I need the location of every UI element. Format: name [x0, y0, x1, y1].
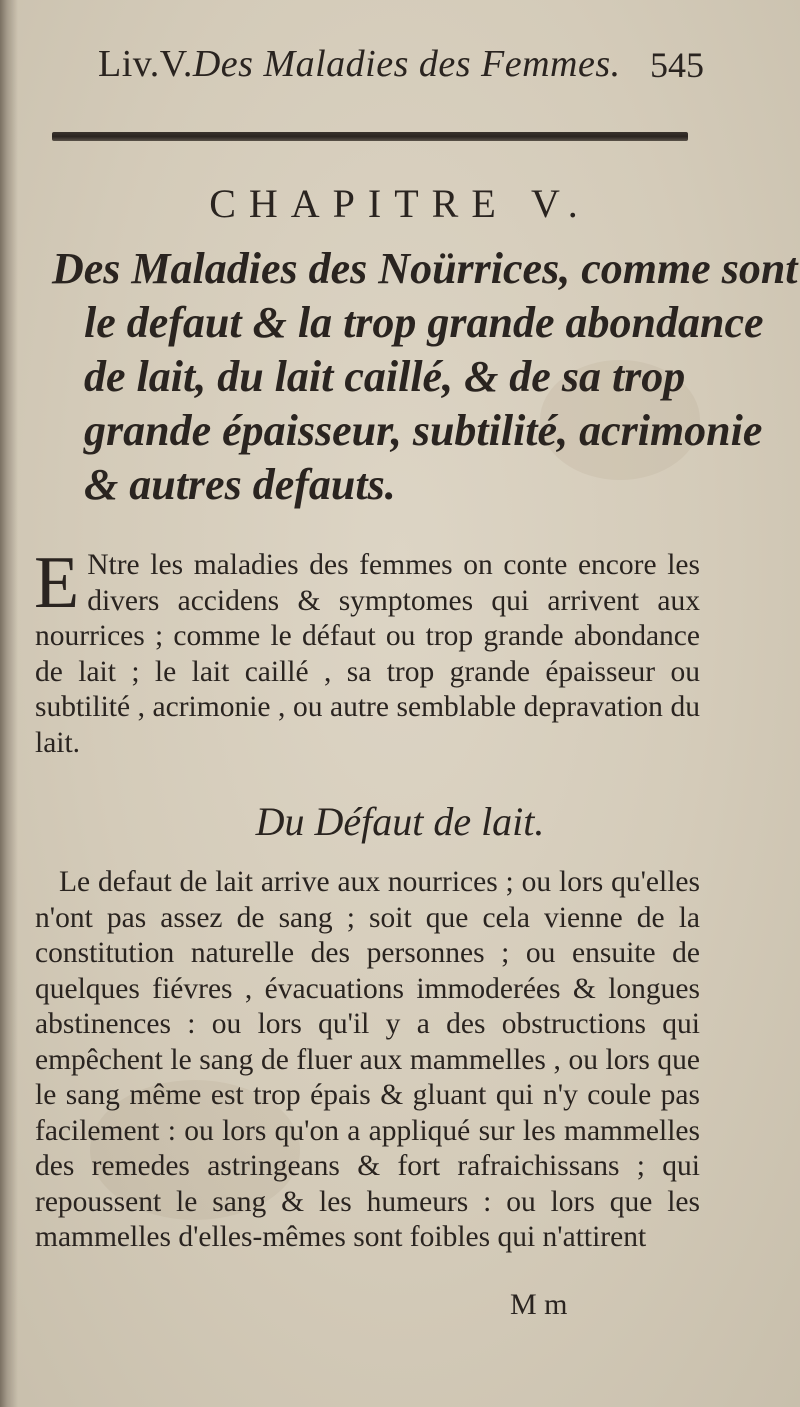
chapter-title-line: le defaut & la trop grande abondance: [84, 298, 764, 347]
chapter-title: [52, 242, 798, 512]
section-paragraph: Le defaut de lait arrive aux nourrices ; ou lors qu'elles n'ont pas assez de sang ; soit que cela vienne de la constitution naturelle des personnes ; ou ensuite de quelques fiévres , évacuations immoderées & longues abstinences : ou lors qu'il y a des obstructions qui empêchent le sang de fluer aux mammelles , ou lors que le sang même est trop épais & gluant qui n'y coule pas facilement : ou lors qu'on a appliqué sur les mammelles des remedes astringeans & fort rafraichissans ; qui repoussent le sang & les humeurs : ou lors que les mammelles d'elles-mêmes sont foibles qui n'attirent: [35, 866, 700, 1253]
header-rule: [52, 132, 688, 141]
page-number: 545: [650, 45, 704, 85]
drop-cap: E: [34, 542, 80, 624]
intro-paragraph: [34, 542, 700, 761]
chapter-title-line: de lait, du lait caillé, & de sa trop: [84, 352, 686, 401]
section-heading: Du Défaut de lait.: [255, 799, 545, 844]
running-head-title: Des Maladies des Femmes.: [192, 43, 621, 85]
chapter-heading: CHAPITRE V.: [209, 181, 591, 226]
chapter-title-line: grande épaisseur, subtilité, acrimonie: [84, 406, 763, 455]
chapter-title-line: Des Maladies des Noürrices, comme sont: [52, 244, 798, 293]
running-head-book: Liv.V.: [98, 43, 193, 85]
chapter-title-line: & autres defauts.: [84, 460, 396, 509]
running-head: [98, 42, 718, 86]
catchword: M m: [510, 1288, 568, 1321]
intro-paragraph-text: Ntre les maladies des femmes on conte encore les divers accidens & symptomes qui arrivent aux nourrices ; comme le défaut ou trop grande abondance de lait ; le lait caillé , sa trop grande épaisseur ou subtilité , acrimonie , ou autre semblable depravation du lait.: [35, 549, 700, 759]
